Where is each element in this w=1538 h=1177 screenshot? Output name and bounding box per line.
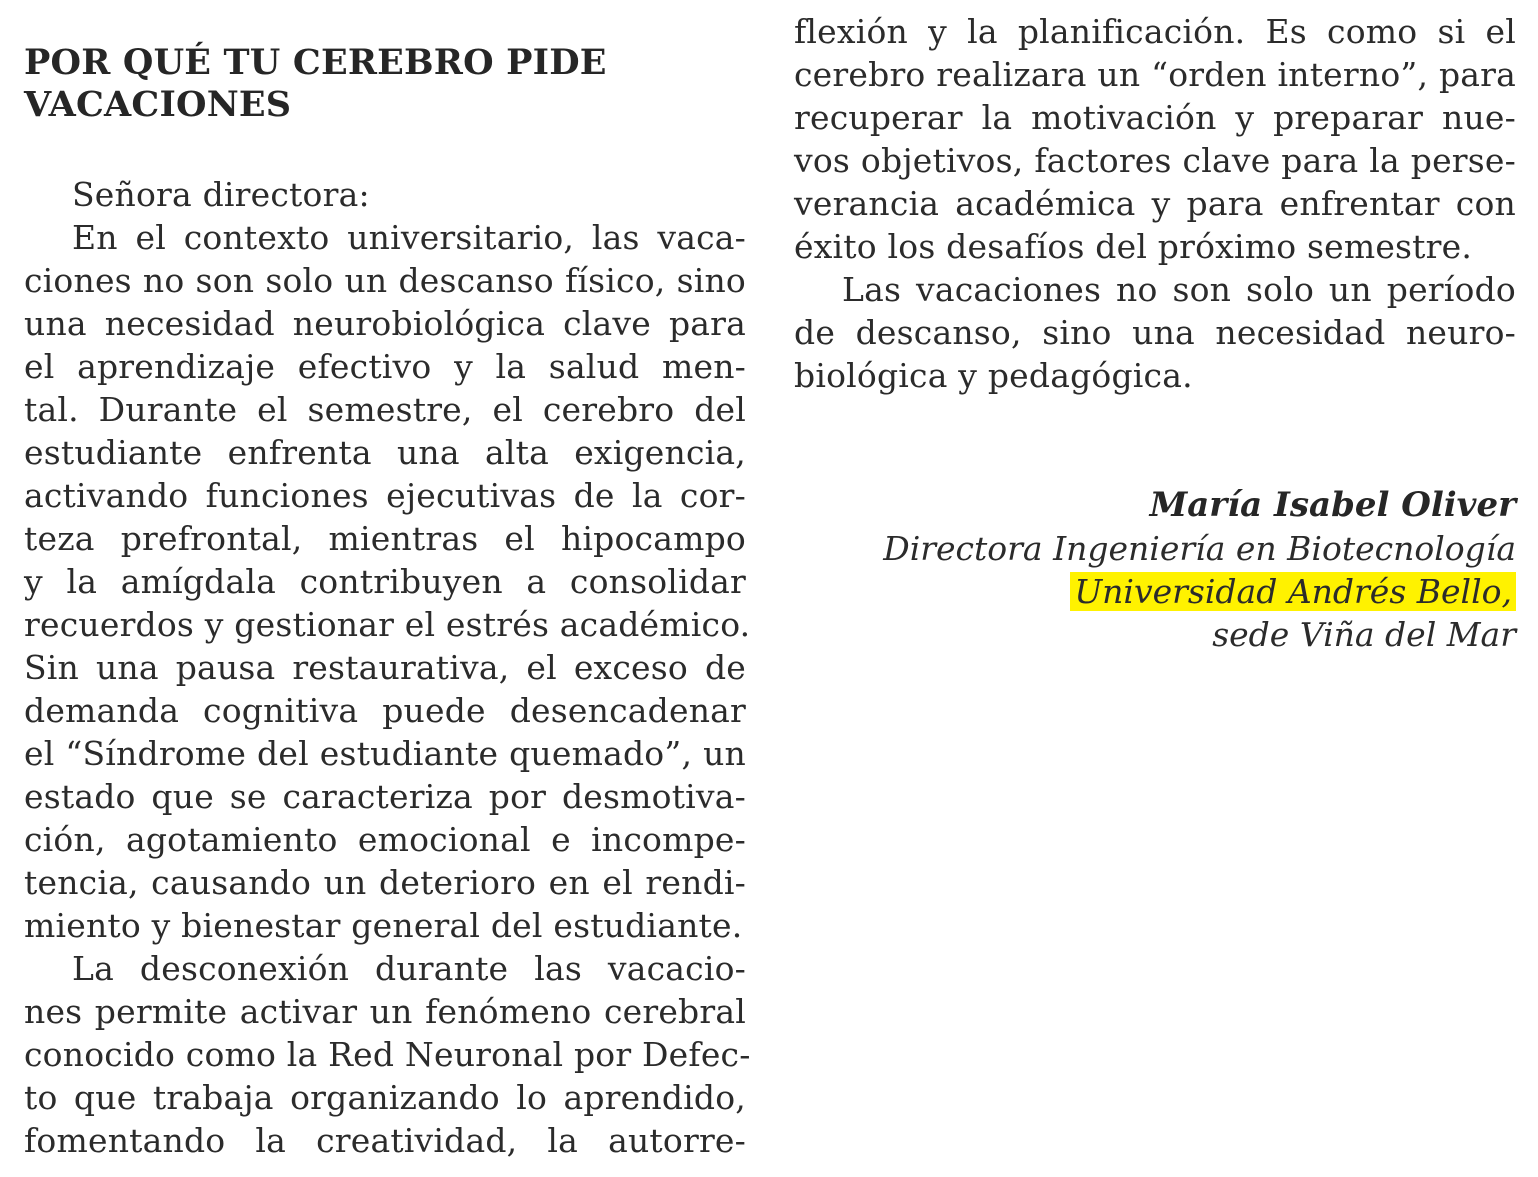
title-line: VACACIONES bbox=[24, 84, 292, 125]
university-highlight: Universidad Andrés Bello, bbox=[1070, 572, 1516, 611]
author-position: Directora Ingeniería en Biotecnología bbox=[883, 529, 1516, 568]
text-line: recuperar la motivación y preparar nue- bbox=[794, 98, 1516, 137]
text-line: éxito los desafíos del próximo semestre. bbox=[794, 227, 1473, 266]
text-line: biológica y pedagógica. bbox=[794, 356, 1193, 395]
text-line: La desconexión durante las vacacio- bbox=[72, 949, 746, 988]
text-line: fomentando la creatividad, la autorre- bbox=[24, 1121, 746, 1160]
text-line: cerebro realizara un “orden interno”, para bbox=[794, 55, 1516, 94]
text-line: el aprendizaje efectivo y la salud men- bbox=[24, 347, 746, 386]
title-line: POR QUÉ TU CEREBRO PIDE bbox=[24, 42, 607, 83]
letter-title bbox=[24, 42, 746, 126]
text-line: miento y bienestar general del estudiante. bbox=[24, 906, 743, 945]
text-line: verancia académica y para enfrentar con bbox=[794, 184, 1516, 223]
text-line: de descanso, sino una necesidad neuro- bbox=[794, 313, 1516, 352]
text-line: to que trabaja organizando lo aprendido, bbox=[24, 1078, 746, 1117]
text-line: estado que se caracteriza por desmotiva- bbox=[24, 777, 746, 816]
author-campus: sede Viña del Mar bbox=[1212, 615, 1516, 654]
text-line: ciones no son solo un descanso físico, sino bbox=[24, 261, 746, 300]
text-line: y la amígdala contribuyen a consolidar bbox=[24, 562, 746, 601]
text-line: tencia, causando un deterioro en el rendi- bbox=[24, 863, 746, 902]
left-body-text bbox=[24, 173, 751, 1162]
text-line: nes permite activar un fenómeno cerebral bbox=[24, 992, 746, 1031]
text-line: teza prefrontal, mientras el hipocampo bbox=[24, 519, 746, 558]
text-line: ción, agotamiento emocional e incompe- bbox=[24, 820, 746, 859]
text-line: Sin una pausa restaurativa, el exceso de bbox=[24, 648, 746, 687]
text-line: Señora directora: bbox=[72, 175, 370, 214]
text-line: recuerdos y gestionar el estrés académico. bbox=[24, 605, 751, 644]
text-line: flexión y la planificación. Es como si el bbox=[794, 12, 1516, 51]
text-line: una necesidad neurobiológica clave para bbox=[24, 304, 746, 343]
text-line: el “Síndrome del estudiante quemado”, un bbox=[24, 734, 746, 773]
author-university-line bbox=[883, 570, 1516, 613]
text-line: vos objetivos, factores clave para la perse- bbox=[794, 141, 1516, 180]
text-line: conocido como la Red Neuronal por Defec- bbox=[24, 1035, 751, 1074]
right-body-text bbox=[794, 10, 1516, 397]
text-line: tal. Durante el semestre, el cerebro del bbox=[24, 390, 746, 429]
right-column bbox=[794, 10, 1516, 397]
signature-block bbox=[883, 484, 1516, 656]
author-name: María Isabel Oliver bbox=[1149, 485, 1516, 525]
text-line: demanda cognitiva puede desencadenar bbox=[24, 691, 746, 730]
text-line: estudiante enfrenta una alta exigencia, bbox=[24, 433, 746, 472]
left-column bbox=[24, 42, 751, 1162]
text-line: Las vacaciones no son solo un período bbox=[842, 270, 1516, 309]
text-line: En el contexto universitario, las vaca- bbox=[72, 218, 746, 257]
text-line: activando funciones ejecutivas de la cor- bbox=[24, 476, 746, 515]
